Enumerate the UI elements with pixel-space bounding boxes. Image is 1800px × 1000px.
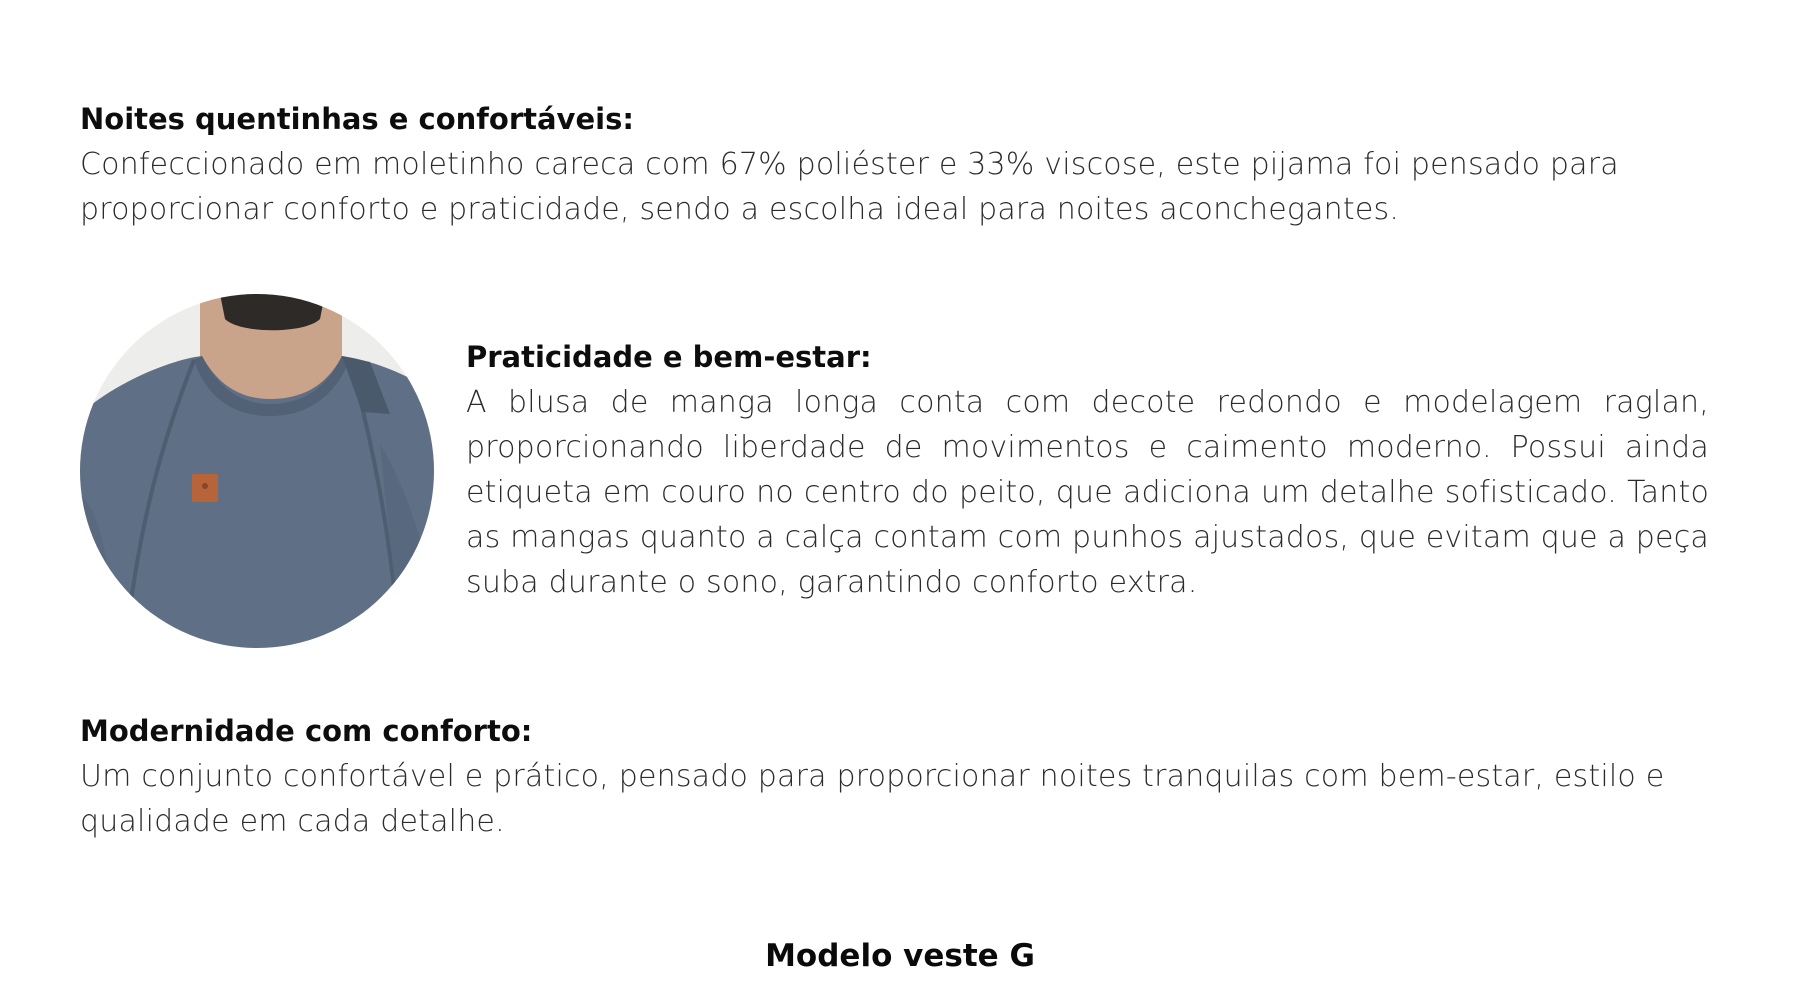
section-heading: Praticidade e bem-estar: xyxy=(466,340,872,374)
product-photo xyxy=(80,294,434,648)
model-size-note: Modelo veste G xyxy=(765,938,1035,974)
section-heading: Noites quentinhas e confortáveis: xyxy=(80,102,634,136)
section-body: Confeccionado em moletinho careca com 67% poliéster e 33% viscose, este pijama foi pensado para proporcionar conforto e praticidade, sendo a escolha ideal para noites aconchegantes. xyxy=(80,147,1619,227)
section-practicality xyxy=(466,334,1709,605)
section-warm-nights xyxy=(80,96,1750,232)
section-body: A blusa de manga longa conta com decote redondo e modelagem raglan, proporcionando liberdade de movimentos e caimento moderno. Possui ainda etiqueta em couro no centro do peito, que adiciona um detalhe sofisticado. Tanto as mangas quanto a calça contam com punhos ajustados, que evitam que a peça suba durante o sono, garantindo conforto extra. xyxy=(466,385,1709,600)
section-body: Um conjunto confortável e prático, pensado para proporcionar noites tranquilas com bem-estar, estilo e qualidade em cada detalhe. xyxy=(80,759,1665,839)
shirt-collar-illustration xyxy=(80,294,434,648)
section-modernity xyxy=(80,708,1750,844)
section-heading: Modernidade com conforto: xyxy=(80,714,533,748)
